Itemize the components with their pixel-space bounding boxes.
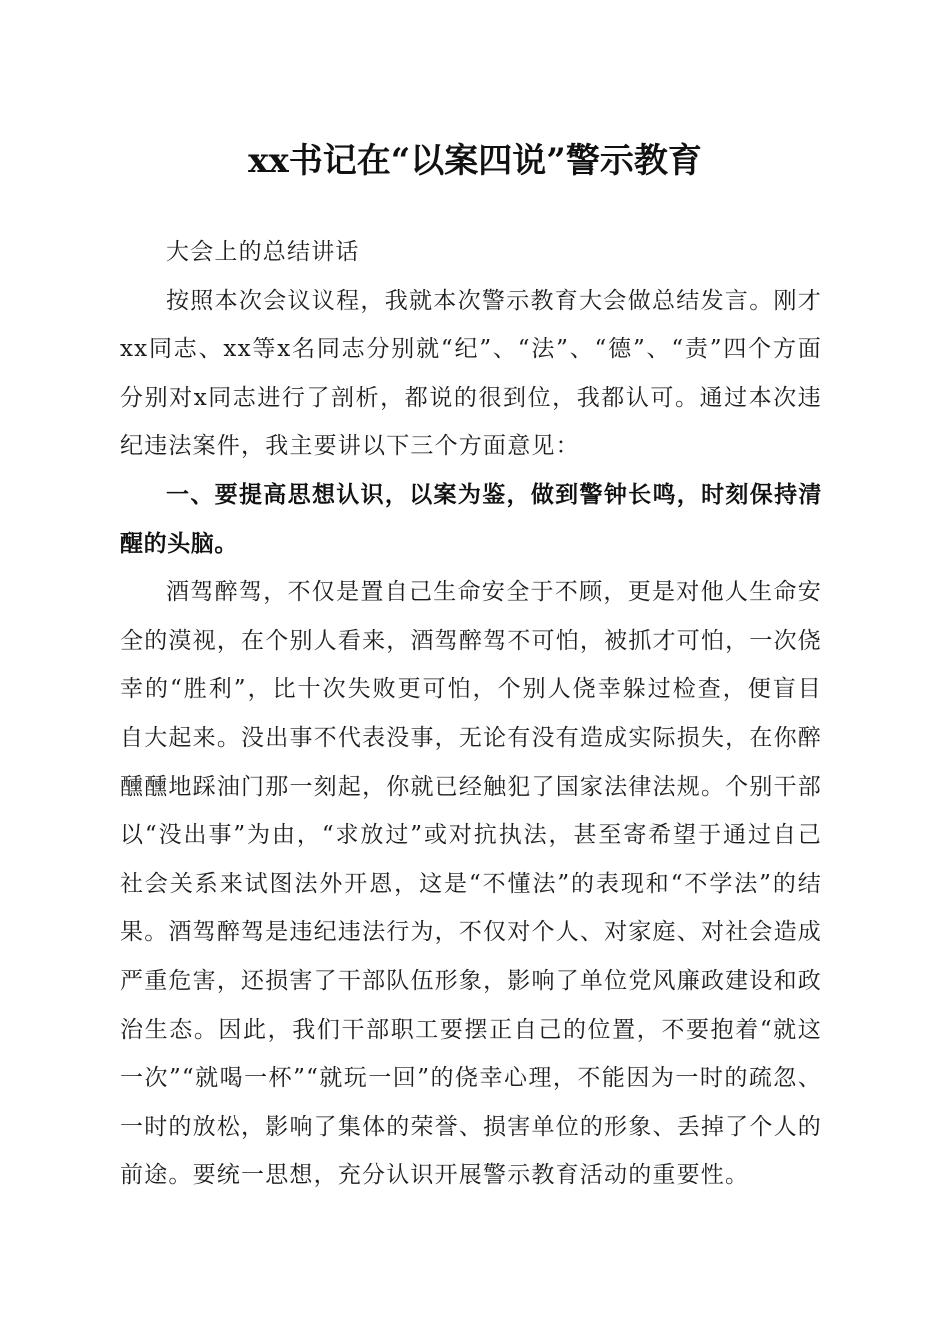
document-body	[120, 228, 822, 1200]
intro-paragraph: 按照本次会议议程，我就本次警示教育大会做总结发言。刚才xx同志、xx等x名同志分别就“纪”、“法”、“德”、“责”四个方面分别对x同志进行了剖析，都说的很到位，我都认可。通过本次违纪违法案件，我主要讲以下三个方面意见：	[120, 287, 822, 460]
document-title: xx书记在“以案四说”警示教育	[248, 141, 702, 181]
document-subtitle: 大会上的总结讲话	[166, 239, 360, 265]
section-paragraph-1: 酒驾醉驾，不仅是置自己生命安全于不顾，更是对他人生命安全的漠视，在个别人看来，酒驾醉驾不可怕，被抓才可怕，一次侥幸的“胜利”，比十次失败更可怕，个别人侥幸躲过检查，便盲目自大起来。没出事不代表没事，无论有没有造成实际损失，在你醉醺醺地踩油门那一刻起，你就已经触犯了国家法律法规。个别干部以“没出事”为由，“求放过”或对抗执法，甚至寄希望于通过自己社会关系来试图法外开恩，这是“不懂法”的表现和“不学法”的结果。酒驾醉驾是违纪违法行为，不仅对个人、对家庭、对社会造成严重危害，还损害了干部队伍形象，影响了单位党风廉政建设和政治生态。因此，我们干部职工要摆正自己的位置，不要抱着“就这一次”“就喝一杯”“就玩一回”的侥幸心理，不能因为一时的疏忽、一时的放松，影响了集体的荣誉、损害单位的形象、丢掉了个人的前途。要统一思想，充分认识开展警示教育活动的重要性。	[120, 579, 822, 1189]
section-heading-1: 一、要提高思想认识，以案为鉴，做到警钟长鸣，时刻保持清醒的头脑。	[120, 481, 822, 557]
